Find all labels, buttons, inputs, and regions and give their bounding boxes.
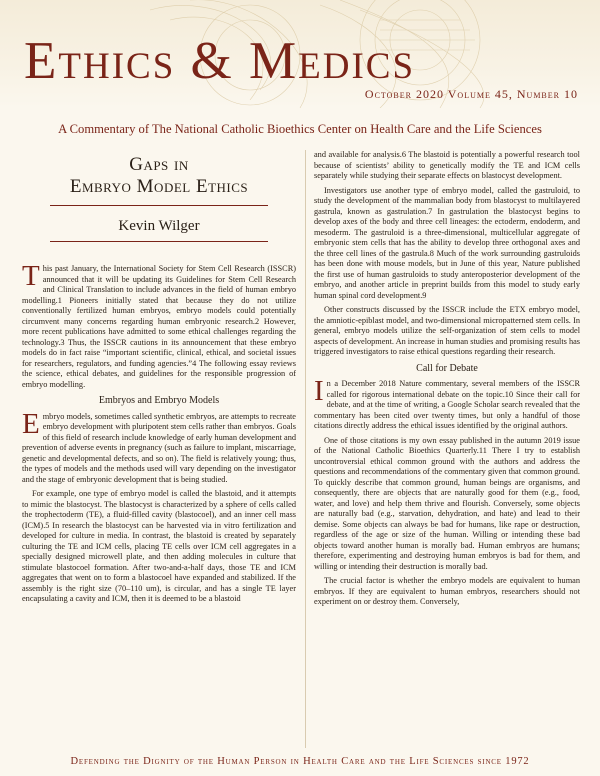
right-column [314,150,580,612]
paragraph: For example, one type of embryo model is called the blastoid, and it attempts to mimic the blastocyst. The blastocyst is characterized by a sphere of cells called the trophectoderm (TE), a fluid-filled cavity (blastocoel), and an inner cell mass (ICM).5 In research the blastocyst can be harvested via in vitro fertilization and developed for culture in media. In contrast, the blastoid is created by separately culturing the TE and ICM cells, placing TE cells over ICM cell aggregates in a specially designed microwell plate, and then adding molecules in culture that stimulate blastocoel formation. After two-and-a-half days, those TE and ICM aggregates that went on to form a blastocoel have expanded and stabilized. If the assembly is the right size (70–110 um), is circular, and has a single TE layer encapsulating a cavity and ICM, then it is deemed to be a blastoid [22,489,296,603]
drop-cap: E [22,407,40,440]
section-heading: Embryos and Embryo Models [98,395,220,406]
issue-line: October 2020 Volume 45, Number 10 [364,87,578,101]
paragraph: Investigators use another type of embryo model, called the gastruloid, to study the development of the mammalian body from blastocyst to multilayered gastrula, known as gastrulation.7 In gastrulation the blastocyst begins to develop axes of the body and three cell lineages: the ectoderm, endoderm, and mesoderm. The gastruloid is a three-dimensional, multicellular aggregate of embryonic stem cells that has the ability to develop three orthogonal axes and the three cell lines of the gastrula.8 Much of the work surrounding gastruloids has been done with mouse models, but in June of this year, Nature published the first use of human gastruloids to study anteroposterior development of the embryo, and another article in preprint builds from this model to study early human spinal cord development.9 [314,185,580,300]
paragraph: Embryo models, sometimes called synthetic embryos, are attempts to recreate embryo development with pluripotent stem cells rather than embryos. Goals of this field of research include knowledge of early human development and prevention of adverse events in pregnancy (such as failure to implant, miscarriage, genetic and developmental defects, and so on). The field is relatively young; thus, the types of models and the methods used will vary depending on the investigator and the stage of embryonic development that is being studied. [22,407,296,484]
intro-paragraph: This past January, the International Society for Stem Cell Research (ISSCR) announced that it will be updating its Guidelines for Stem Cell Research and Clinical Translation to include advances in the field of human embryo modelling.1 Pioneers initially stated that because they do not utilize conventionally fertilized human embryos, embryo models could potentially circumvent many concerns regarding human embryonic research.2 However, more recent publications have admitted to some ethical challenges regarding the technology.3 Thus, the ISSCR cautions in its announcement that these embryo models do in fact raise “important scientific, clinical, ethical, and societal issues for researchers, regulators, and funding agencies.”4 The following essay reviews the science, ethical debates, and guidelines for the responsible progression of embryo modelling. [22,260,296,389]
paragraph: and available for analysis.6 The blastoid is potentially a powerful research tool because of scientists’ ability to genetically modify the TE and ICM cells separately while studying their separate effects on blastocyst development. [314,150,580,180]
article-title-line2: Embryo Model Ethics [69,176,249,197]
left-column [22,150,296,609]
masthead [0,0,600,108]
paragraph: One of those citations is my own essay published in the autumn 2019 issue of the National Catholic Bioethics Quarterly.11 There I try to establish uncontroversial ethical common ground with the authors and address the questions and recommendations of the commentary given that common ground. To quickly describe that common ground, human beings are organisms, and consequently, there are objects that are naturally good for them (e.g., food, water, and love) and help them thrive and flourish. Conversely, some objects are naturally bad (e.g., starvation, dehydration, and hate) and lead to their demise. Some objects can always be bad for humans, like rape or destruction, regardless of the age or size of the human. Willing or intending these bad objects toward another human is morally bad. Human embryos are humans; therefore, experimenting and destroying human embryos is bad for them, and willing or intending their destruction is morally bad. [314,435,580,571]
author-rule [50,241,268,242]
paragraph: In a December 2018 Nature commentary, several members of the ISSCR called for rigorous international debate on the topic.10 Since their call for debate, and at the time of writing, a Google Scholar search revealed that the commentary has been cited over twenty times, but only a handful of those citations directly address the ethical issues identified by the original authors. [314,375,580,430]
drop-cap: T [22,260,40,292]
masthead-subtitle: A Commentary of The National Catholic Bioethics Center on Health Care and the Life Sciences [58,122,542,136]
article-body-left [22,260,296,605]
title-rule [50,205,268,206]
paragraph: The crucial factor is whether the embryo models are equivalent to human embryos. If they are equivalent to human embryos, researchers should not experiment on or destroy them. Conversely, [314,576,580,606]
column-divider [305,150,306,748]
drop-cap: I [314,375,324,407]
masthead-title: Ethics & Medics [24,32,416,90]
section-heading: Call for Debate [416,362,478,374]
footer-tagline: Defending the Dignity of the Human Person in Health Care and the Life Sciences since 1972 [70,756,530,767]
article-title [22,154,296,198]
article-title-line1: Gaps in [129,154,189,175]
paragraph: Other constructs discussed by the ISSCR include the ETX embryo model, the amniotic-epiblast model, and two-dimensional micropatterned stem cells. In general, embryo models utilize the self-organization of stem cells to model aspects of development. An increase in human studies and promising results has triggered investigators to raise ethical questions regarding their research. [314,305,580,356]
article-body-right [314,150,580,608]
author-name: Kevin Wilger [118,218,200,234]
